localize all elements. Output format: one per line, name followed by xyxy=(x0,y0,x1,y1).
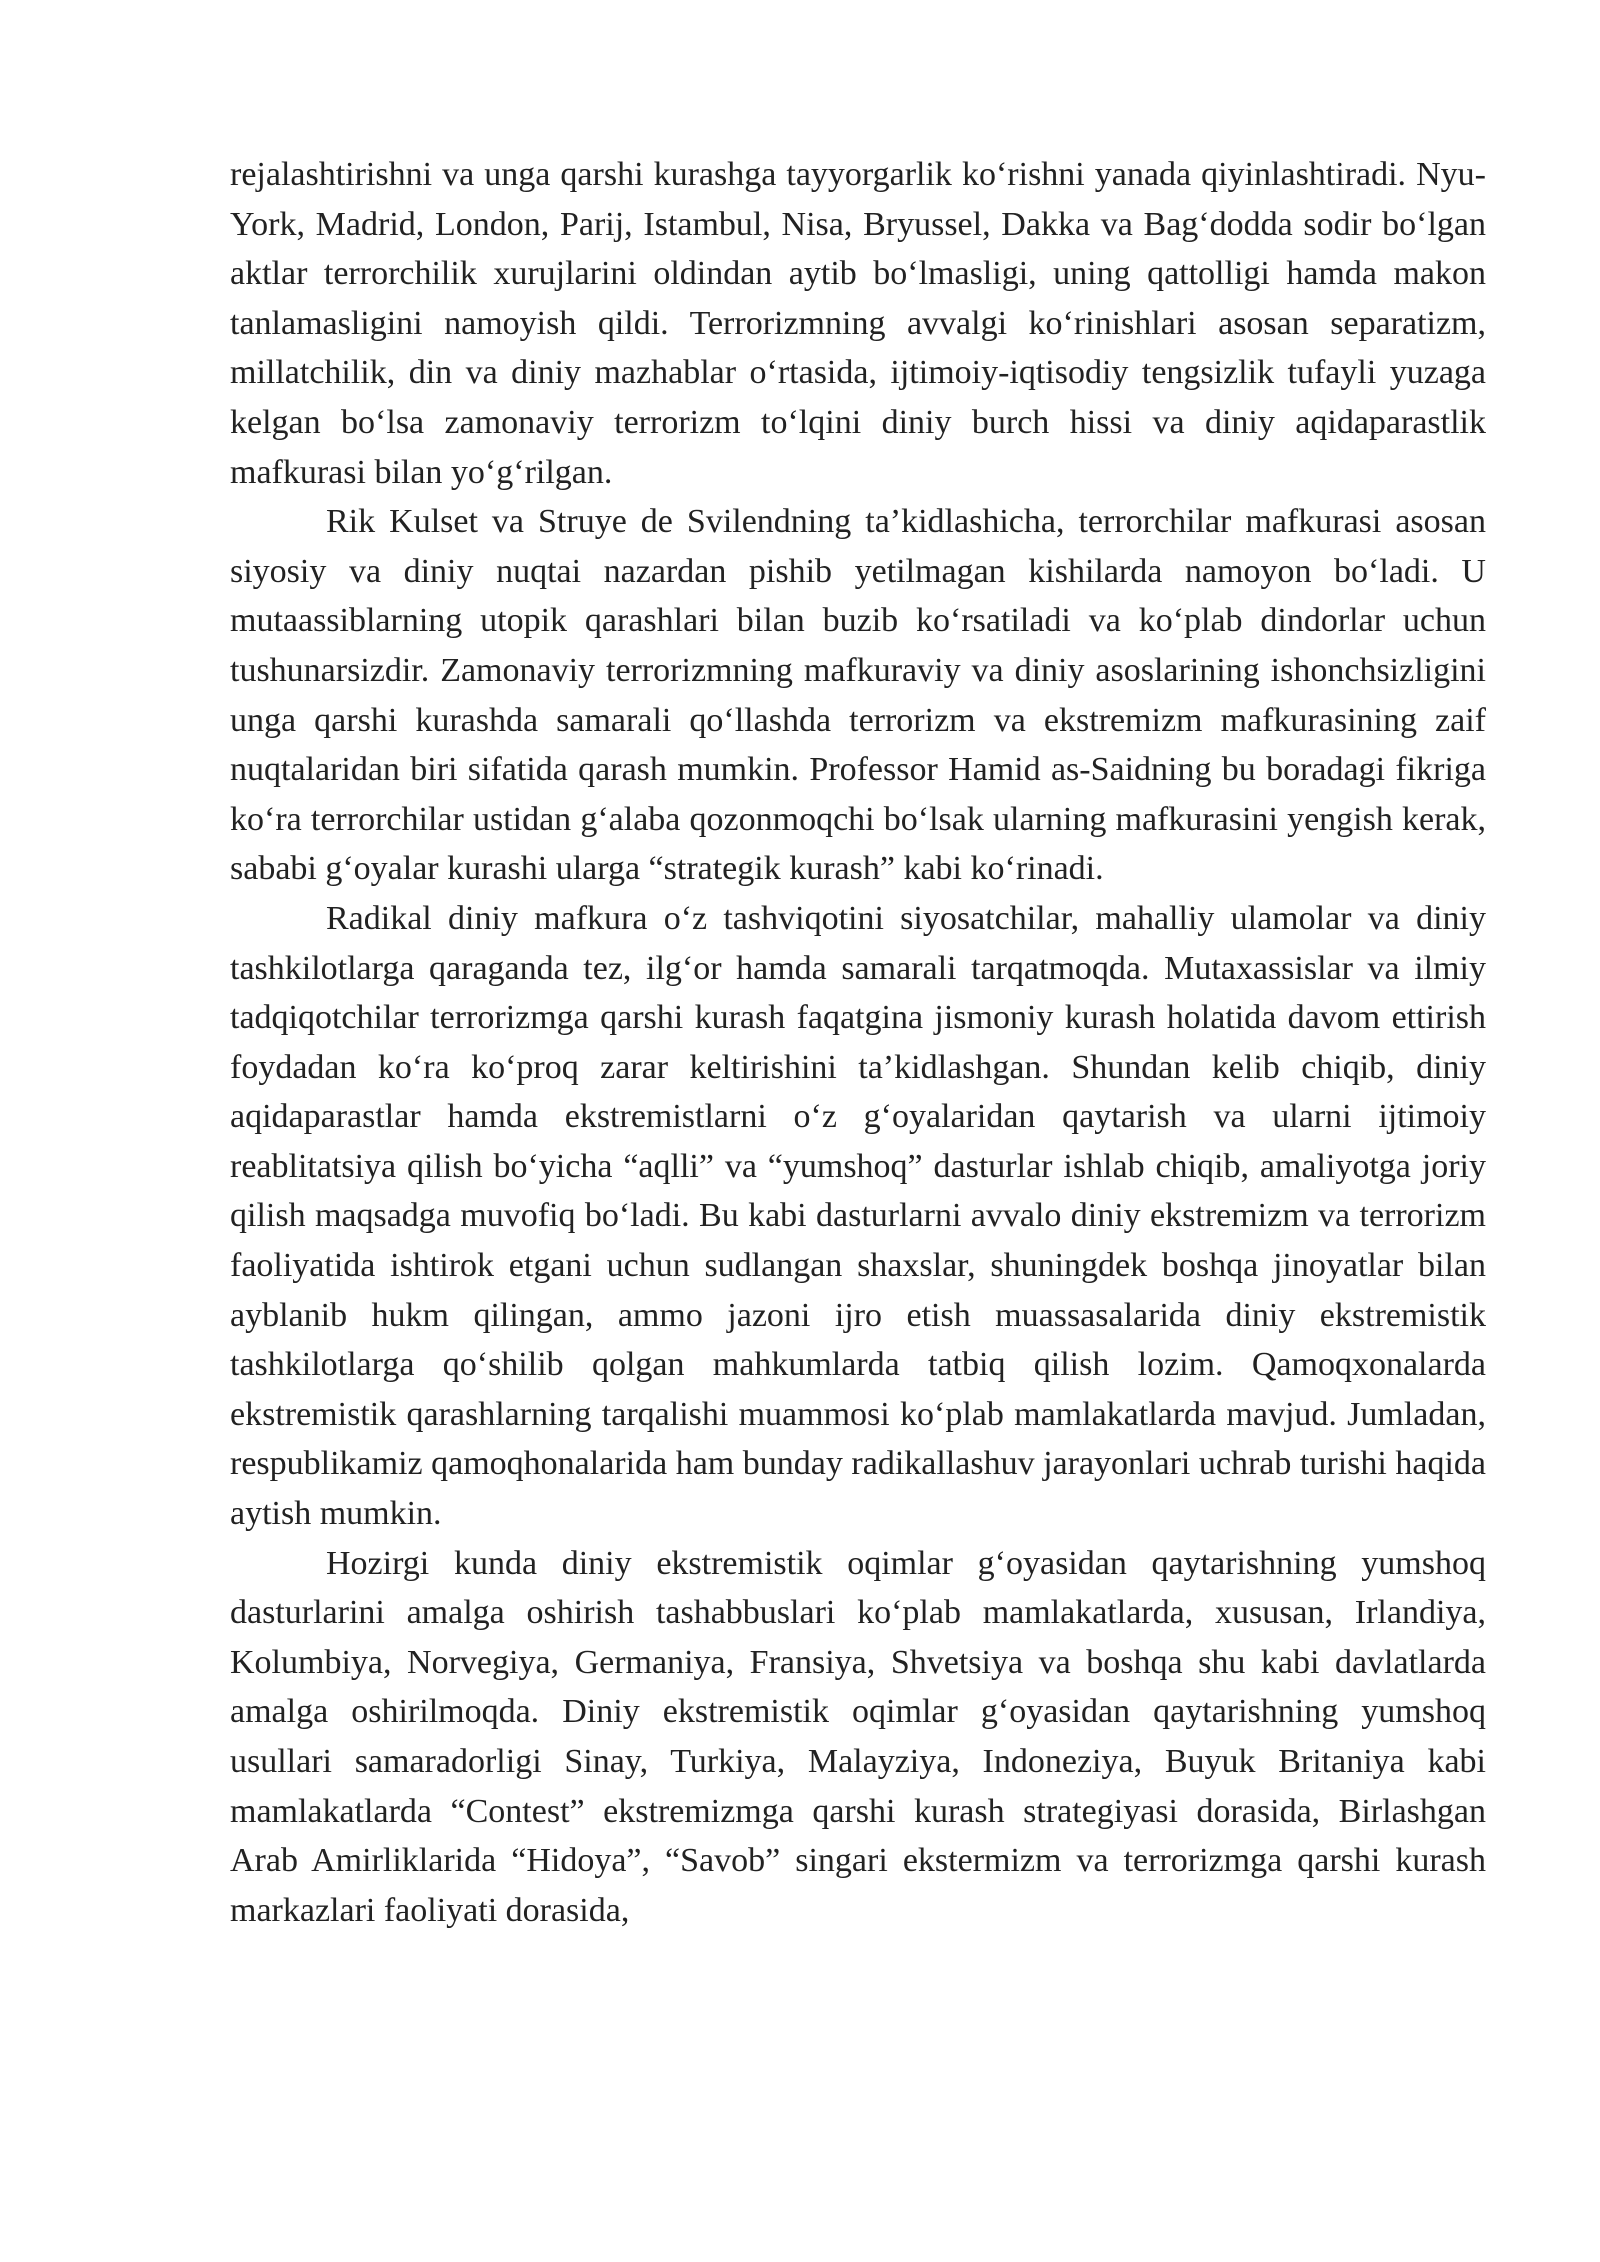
paragraph-kulset: Rik Kulset va Struye de Svilendning ta’kidlashicha, terrorchilar mafkurasi asosan siyosiy va diniy nuqtai nazardan pishib yetilmagan kishilarda namoyon bo‘ladi. U mutaassiblarning utopik qarashlari bilan buzib ko‘rsatiladi va ko‘plab dindorlar uchun tushunarsizdir. Zamonaviy terrorizmning mafkuraviy va diniy asoslarining ishonchsizligini unga qarshi kurashda samarali qo‘llashda terrorizm va ekstremizm mafkurasining zaif nuqtalaridan biri sifatida qarash mumkin. Professor Hamid as-Saidning bu boradagi fikriga ko‘ra terrorchilar ustidan g‘alaba qozonmoqchi bo‘lsak ularning mafkurasini yengish kerak, sababi g‘oyalar kurashi ularga “strategik kurash” kabi ko‘rinadi. xyxy=(230,503,1486,888)
paragraph-soft-programs: Hozirgi kunda diniy ekstremistik oqimlar g‘oyasidan qaytarishning yumshoq dasturlarini amalga oshirish tashabbuslari ko‘plab mamlakatlarda, xususan, Irlandiya, Kolumbiya, Norvegiya, Germaniya, Fransiya, Shvetsiya va boshqa shu kabi davlatlarda amalga oshirilmoqda. Diniy ekstremistik oqimlar g‘oyasidan qaytarishning yumshoq usullari samaradorligi Sinay, Turkiya, Malayziya, Indoneziya, Buyuk Britaniya kabi mamlakatlarda “Contest” ekstremizmga qarshi kurash strategiyasi dorasida, Birlashgan Arab Amirliklarida “Hidoya”, “Savob” singari ekstermizm va terrorizmga qarshi kurash markazlari faoliyati dorasida, xyxy=(230,1544,1486,1929)
paragraph-radical-ideology: Radikal diniy mafkura o‘z tashviqotini siyosatchilar, mahalliy ulamolar va diniy tashkilotlarga qaraganda tez, ilg‘or hamda samarali tarqatmoqda. Mutaxassislar va ilmiy tadqiqotchilar terrorizmga qarshi kurash faqatgina jismoniy kurash holatida davom ettirish foydadan ko‘ra ko‘proq zarar keltirishini ta’kidlashgan. Shundan kelib chiqib, diniy aqidaparastlar hamda ekstremistlarni o‘z g‘oyalaridan qaytarish va ularni ijtimoiy reablitatsiya qilish bo‘yicha “aqlli” va “yumshoq” dasturlar ishlab chiqib, amaliyotga joriy qilish maqsadga muvofiq bo‘ladi. Bu kabi dasturlarni avvalo diniy ekstremizm va terrorizm faoliyatida ishtirok etgani uchun sudlangan shaxslar, shuningdek boshqa jinoyatlar bilan ayblanib hukm qilingan, ammo jazoni ijro etish muassasalarida diniy ekstremistik tashkilotlarga qo‘shilib qolgan mahkumlarda tatbiq qilish lozim. Qamoqxonalarda ekstremistik qarashlarning tarqalishi muammosi ko‘plab mamlakatlarda mavjud. Jumladan, respublikamiz qamoqhonalarida ham bunday radikallashuv jarayonlari uchrab turishi haqida aytish mumkin. xyxy=(230,899,1486,1533)
paragraph-continuation: rejalashtirishni va unga qarshi kurashga tayyorgarlik ko‘rishni yanada qiyinlashtiradi. Nyu-York, Madrid, London, Parij, Istambul, Nisa, Bryussel, Dakka va Bag‘dodda sodir bo‘lgan aktlar terrorchilik xurujlarini oldindan aytib bo‘lmasligi, uning qattolligi hamda makon tanlamasligini namoyish qildi. Terrorizmning avvalgi ko‘rinishlari asosan separatizm, millatchilik, din va diniy mazhablar o‘rtasida, ijtimoiy-iqtisodiy tengsizlik tufayli yuzaga kelgan bo‘lsa zamonaviy terrorizm to‘lqini diniy burch hissi va diniy aqidaparastlik mafkurasi bilan yo‘g‘rilgan. xyxy=(230,156,1486,491)
document-body xyxy=(230,150,1486,1935)
